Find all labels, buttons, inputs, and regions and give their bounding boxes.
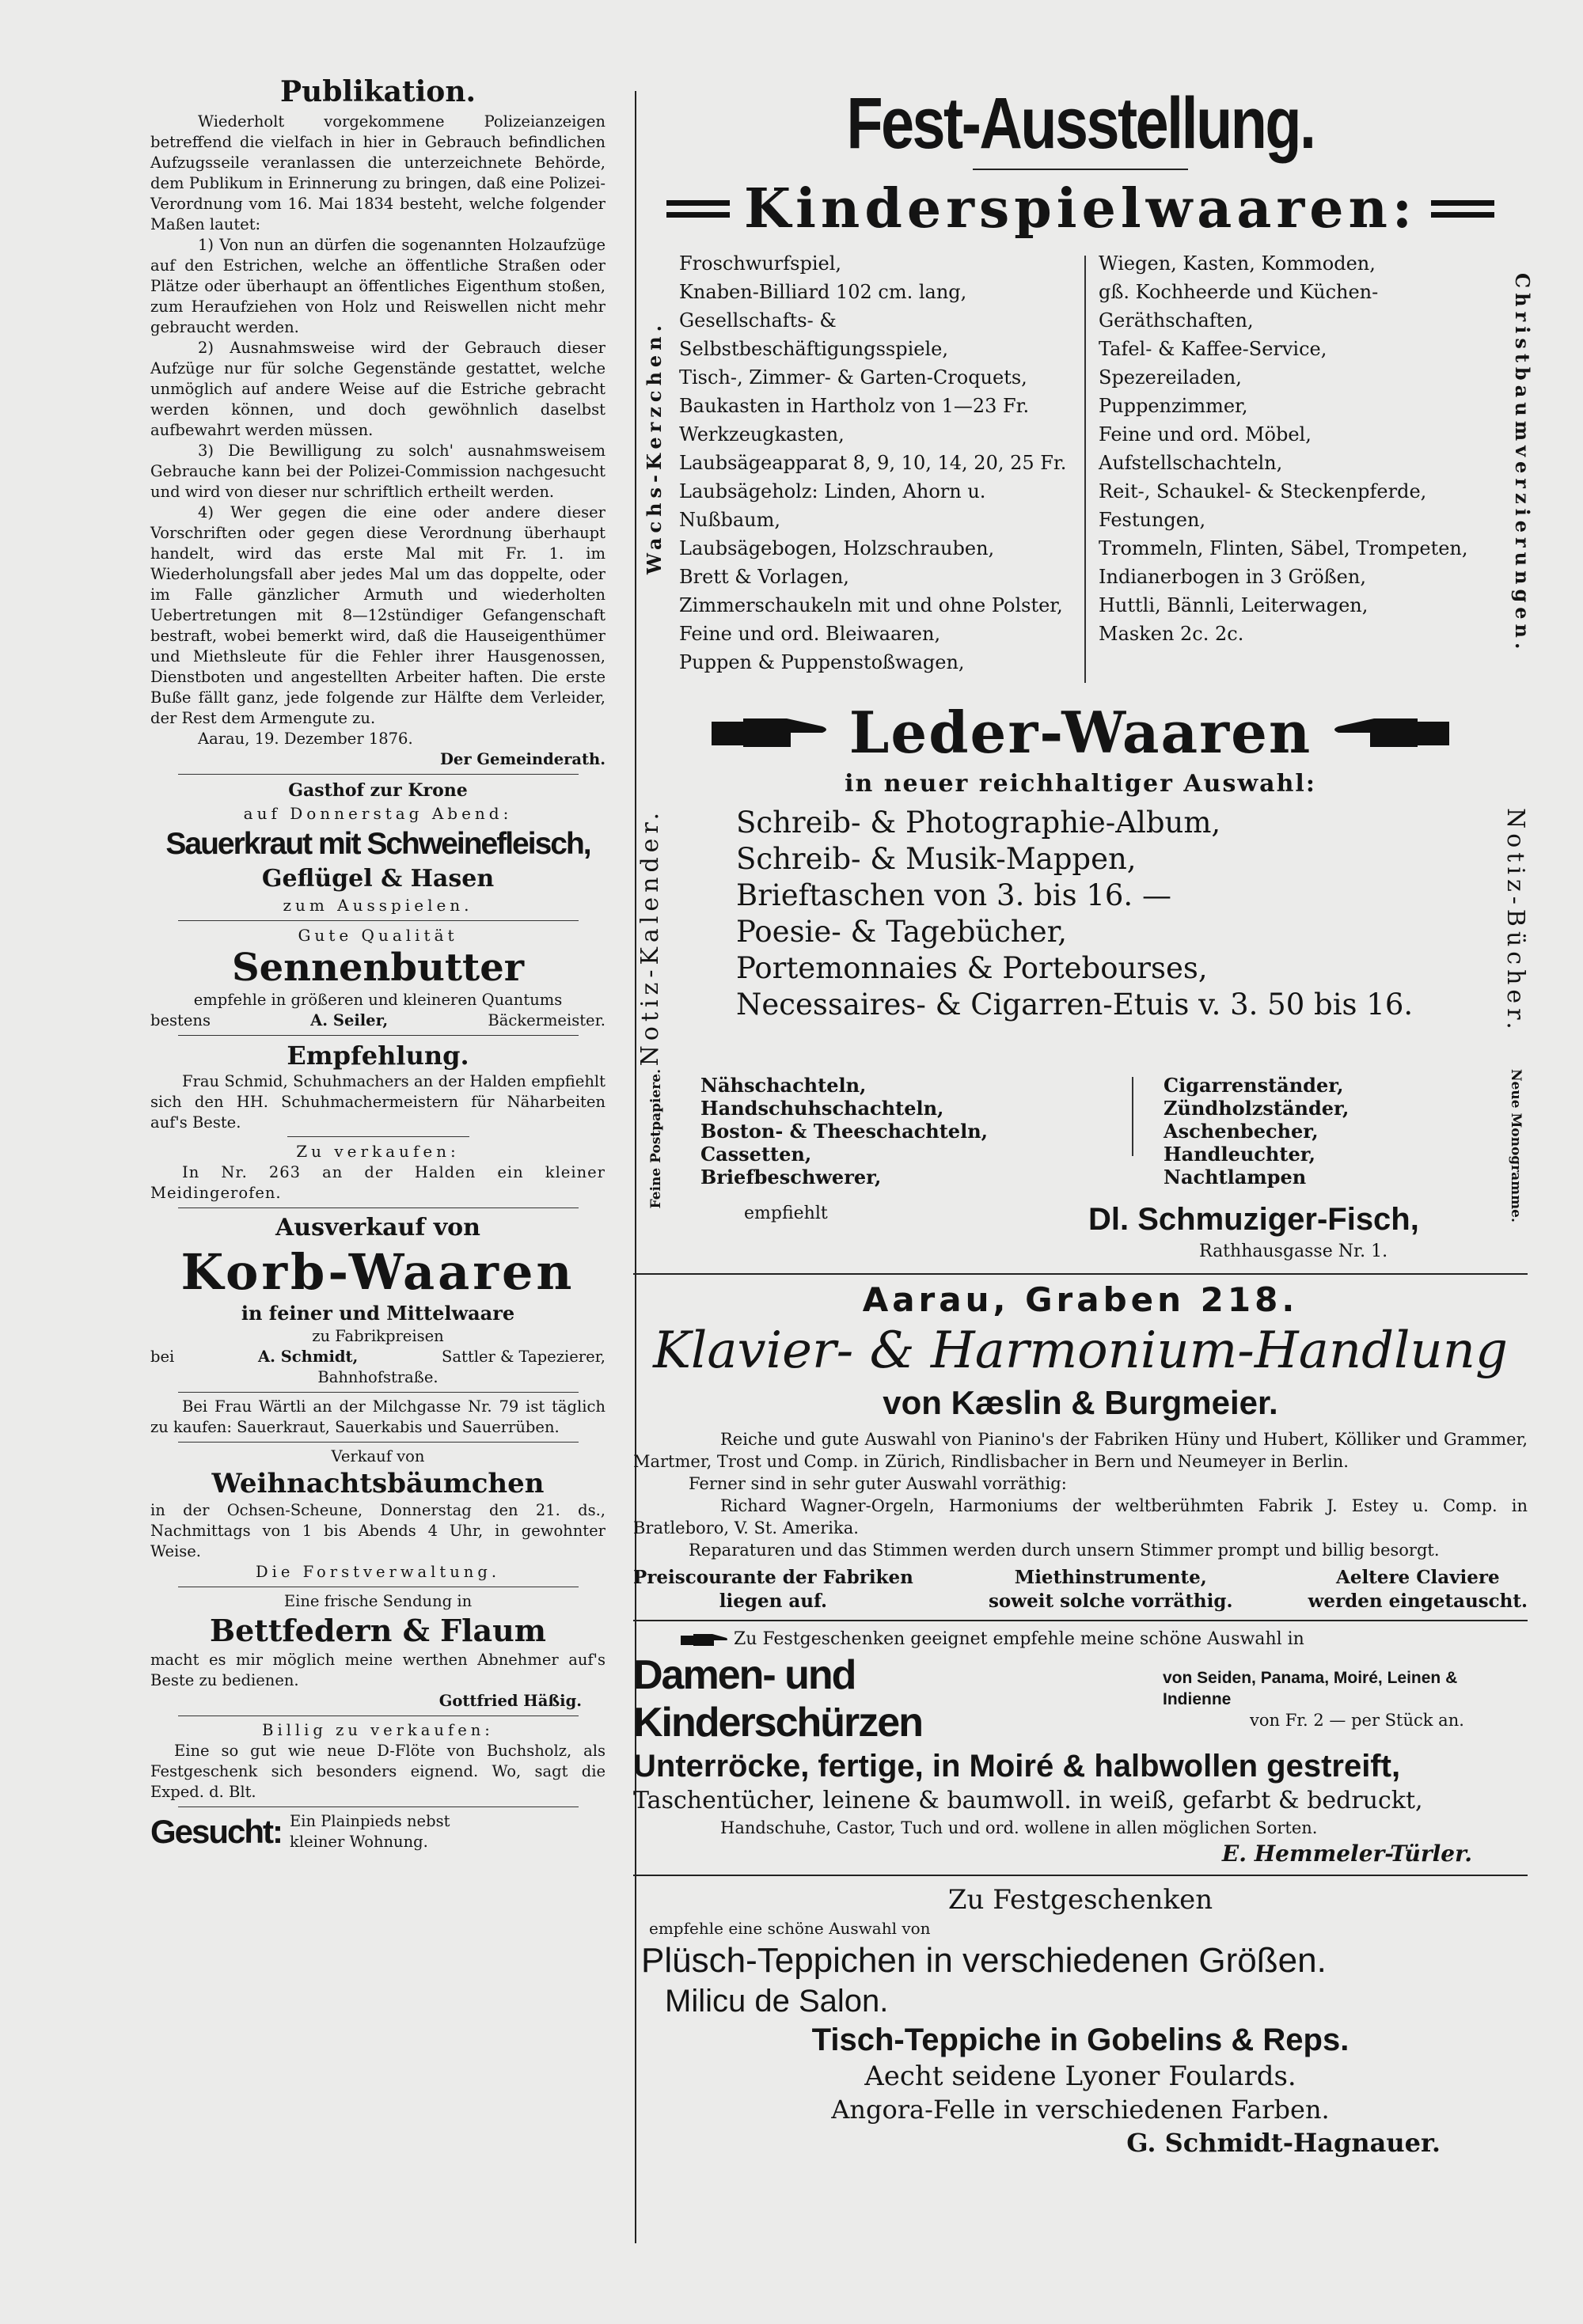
klavier-text1: Reiche und gute Auswahl von Pianino's der Fabriken Hüny und Hubert, Kölliker und Grammer, Martmer, Trost und Comp. in Zürich, Rindlisbacher in Bern und Neumeyer in Berlin. bbox=[633, 1430, 1528, 1471]
korb-line4: zu Fabrikpreisen bbox=[312, 1327, 444, 1345]
krone-line2: auf Donnerstag Abend: bbox=[243, 804, 513, 823]
toy-item: Festungen, bbox=[1099, 509, 1206, 531]
korb-line6: Bahnhofstraße. bbox=[317, 1368, 438, 1386]
klavier-footer-1 bbox=[633, 1566, 913, 1613]
leder-address: Rathhausgasse Nr. 1. bbox=[1199, 1242, 1388, 1261]
klavier-footer-3 bbox=[1308, 1566, 1528, 1613]
divider bbox=[178, 1035, 579, 1036]
korb-bei: bei bbox=[150, 1348, 175, 1366]
gesucht-label: Gesucht: bbox=[150, 1813, 283, 1850]
butter-line4 bbox=[150, 1010, 605, 1031]
leder-box-item: Cigarrenständer, bbox=[1164, 1074, 1344, 1097]
leder-heading-row bbox=[633, 697, 1528, 768]
toy-item: Laubsägeapparat 8, 9, 10, 14, 20, 25 Fr. bbox=[679, 452, 1067, 474]
schmidt-line4: Milicu de Salon. bbox=[665, 1984, 889, 2019]
list-divider bbox=[1084, 256, 1086, 683]
leder-box-list-1 bbox=[700, 1074, 988, 1189]
hemmeler-line3: Unterröcke, fertige, in Moiré & halbwollen gestreift, bbox=[633, 1749, 1401, 1784]
toy-item: Huttli, Bännli, Leiterwagen, bbox=[1099, 594, 1369, 616]
leder-box-item: Nähschachteln, bbox=[700, 1074, 867, 1097]
floete-ad bbox=[150, 1720, 605, 1803]
toy-lists bbox=[633, 249, 1534, 692]
floete-title: Billig zu verkaufen: bbox=[262, 1721, 494, 1739]
gesucht-line2: kleiner Wohnung. bbox=[290, 1833, 428, 1851]
baeumchen-sign: Die Forstverwaltung. bbox=[255, 1563, 501, 1581]
publikation-signature: Der Gemeinderath. bbox=[440, 750, 605, 768]
leder-waaren-ad bbox=[633, 697, 1528, 1267]
fest-title: Fest-Ausstellung. bbox=[846, 83, 1315, 164]
hemmeler-l2b: von Fr. 2 — per Stück an. bbox=[1250, 1710, 1464, 1730]
toy-item: Aufstellschachteln, bbox=[1099, 452, 1283, 474]
klavier-f3a: Aeltere Claviere bbox=[1335, 1567, 1500, 1588]
leder-box-item: Cassetten, bbox=[700, 1143, 812, 1166]
bettfedern-line2: Bettfedern & Flaum bbox=[210, 1613, 546, 1648]
schmidt-line1: Zu Festgeschenken bbox=[947, 1884, 1213, 1916]
leder-box-list-2 bbox=[1164, 1074, 1349, 1189]
divider bbox=[178, 1207, 579, 1208]
korb-line3: in feiner und Mittelwaare bbox=[241, 1302, 515, 1325]
klavier-sub: von Kæslin & Burgmeier. bbox=[883, 1384, 1278, 1421]
toy-item: Laubsägeholz: Linden, Ahorn u. Nußbaum, bbox=[679, 480, 986, 531]
butter-seller: A. Seiler, bbox=[310, 1011, 389, 1029]
divider bbox=[178, 774, 579, 775]
side-monogramme bbox=[1507, 1069, 1524, 1223]
publikation-p3: 3) Die Bewilligung zu solch' ausnahmsweisem Gebrauche kann bei der Polizei-Commission nachgesucht und wird von dieser nur schriftlich ertheilt werden. bbox=[150, 442, 605, 501]
pointing-hand-icon bbox=[681, 1632, 728, 1647]
divider bbox=[178, 1442, 579, 1443]
publikation-title: Publikation. bbox=[279, 75, 476, 108]
toy-item: Spezereiladen, bbox=[1099, 366, 1242, 389]
schmidt-sign: G. Schmidt-Hagnauer. bbox=[1126, 2128, 1441, 2158]
side-postpapiere-a: Feine bbox=[648, 1167, 664, 1209]
toy-item: Feine und ord. Möbel, bbox=[1099, 423, 1312, 445]
divider bbox=[633, 1620, 1528, 1621]
title-underline bbox=[973, 169, 1187, 170]
butter-bestens: bestens bbox=[150, 1011, 211, 1029]
leder-item: Portemonnaies & Portebourses, bbox=[736, 951, 1208, 985]
left-column bbox=[150, 75, 605, 1852]
gesucht-detail bbox=[290, 1811, 450, 1852]
butter-line3: empfehle in größeren und kleineren Quantums bbox=[193, 991, 563, 1009]
leder-firm: Dl. Schmuziger-Fisch, bbox=[1088, 1202, 1419, 1237]
toy-item: gß. Kochheerde und Küchen-Geräthschaften, bbox=[1099, 281, 1379, 332]
klavier-text4: Reparaturen und das Stimmen werden durch unsern Stimmer prompt und billig besorgt. bbox=[689, 1541, 1440, 1560]
toy-item: Baukasten in Hartholz von 1—23 Fr. bbox=[679, 395, 1030, 417]
klavier-f2a: Miethinstrumente, bbox=[1014, 1567, 1207, 1588]
klavier-ad bbox=[633, 1281, 1528, 1613]
leder-box-item: Zündholzständer, bbox=[1164, 1097, 1350, 1120]
toy-item: Laubsägebogen, Holzschrauben, bbox=[679, 537, 995, 559]
hemmeler-row bbox=[633, 1651, 1528, 1746]
leder-box-item: Briefbeschwerer, bbox=[700, 1166, 882, 1189]
side-monogramme-b: Monogramme. bbox=[1508, 1113, 1524, 1223]
publikation-p4: 4) Wer gegen die eine oder andere dieser Vorschriften oder gegen diese Verordnung überhaupt handelt, wird das erste Mal mit Fr. 1. im Wiederholungsfall aber jedes Mal um das doppelte, oder im Falle gänzlicher Armuth und wiederholten Uebertretungen mit 8—12stündiger Gefangenschaft bestraft, wobei bemerkt wird, daß die Hauseigenthümer und Miethsleute für die Fehler ihrer Hausgenossen, Dienstboten und angestellten Arbeiter haften. Die erste Buße fällt ganz, jede folgende zur Hälfte dem Verleider, der Rest dem Armengute zu. bbox=[150, 503, 605, 727]
leder-box-item: Boston- & Theeschachteln, bbox=[700, 1120, 988, 1143]
baeumchen-text: in der Ochsen-Scheune, Donnerstag den 21. ds., Nachmittags von 1 bis Abends 4 Uhr, in gewohnter Weise. bbox=[150, 1501, 605, 1560]
side-christbaum: Christbaumverzierungen. bbox=[1511, 273, 1534, 654]
publikation-p1: 1) Von nun an dürfen die sogenannten Holzaufzüge auf den Estrichen, welche an öffentliche Straßen oder Plätze oder überhaupt an öffentliches Eigenthum stoßen, zum Heraufziehen von Holz und Reiswellen nicht mehr gebraucht werden. bbox=[150, 236, 605, 336]
leder-box-item: Aschenbecher, bbox=[1164, 1120, 1319, 1143]
hemmeler-sign: E. Hemmeler-Türler. bbox=[1221, 1841, 1472, 1867]
klavier-text2: Ferner sind in sehr guter Auswahl vorräthig: bbox=[689, 1474, 1067, 1493]
fest-ausstellung-ad bbox=[633, 80, 1534, 692]
korb-seller: A. Schmidt, bbox=[258, 1348, 359, 1366]
hemmeler-big: Damen- und Kinderschürzen bbox=[633, 1652, 922, 1746]
leder-item: Necessaires- & Cigarren-Etuis v. 3. 50 bis 16. bbox=[736, 988, 1414, 1022]
bettfedern-sign: Gottfried Häßig. bbox=[438, 1692, 582, 1710]
baeumchen-line1: Verkauf von bbox=[331, 1447, 425, 1465]
gesucht-ad bbox=[150, 1811, 605, 1852]
waertli-ad bbox=[150, 1397, 605, 1438]
empfehlung-text: Frau Schmid, Schuhmachers an der Halden empfiehlt sich den HH. Schuhmachermeistern für Näharbeiten auf's Beste. bbox=[150, 1072, 605, 1132]
butter-trade: Bäckermeister. bbox=[488, 1011, 605, 1029]
schmidt-line7: Angora-Felle in verschiedenen Farben. bbox=[831, 2095, 1330, 2125]
toy-item: Tisch-, Zimmer- & Garten-Croquets, bbox=[679, 366, 1027, 389]
butter-line2: Sennenbutter bbox=[231, 946, 525, 990]
side-monogramme-a: Neue bbox=[1508, 1069, 1524, 1109]
side-notiz-kalender: Notiz-Kalender. bbox=[636, 808, 664, 1067]
side-notiz-buecher: Notiz-Bücher. bbox=[1501, 808, 1529, 1034]
side-postpapiere-b: Postpapiere. bbox=[648, 1069, 664, 1163]
hemmeler-line1 bbox=[633, 1628, 1528, 1651]
leder-item: Poesie- & Tagebücher, bbox=[736, 915, 1068, 949]
schmidt-line3: Plüsch-Teppichen in verschiedenen Größen. bbox=[641, 1941, 1327, 1980]
leder-box-item: Handleuchter, bbox=[1164, 1143, 1315, 1166]
klavier-f2b: soweit solche vorräthig. bbox=[988, 1590, 1233, 1612]
toy-item: Indianerbogen in 3 Größen, bbox=[1099, 566, 1366, 588]
schmidt-line6: Aecht seidene Lyoner Foulards. bbox=[864, 2061, 1296, 2092]
schmidt-line5: Tisch-Teppiche in Gobelins & Reps. bbox=[811, 2023, 1350, 2057]
waertli-text: Bei Frau Wärtli an der Milchgasse Nr. 79 ist täglich zu kaufen: Sauerkraut, Sauerkabis und Sauerrüben. bbox=[150, 1397, 605, 1436]
toy-item: Puppen & Puppenstoßwagen, bbox=[679, 651, 965, 673]
divider bbox=[178, 1392, 579, 1393]
empfehlung-ad bbox=[150, 1040, 605, 1133]
korb-line5 bbox=[150, 1347, 605, 1367]
gesucht-line1: Ein Plainpieds nebst bbox=[290, 1812, 450, 1830]
bettfedern-text: macht es mir möglich meine werthen Abnehmer auf's Beste zu bedienen. bbox=[150, 1651, 605, 1689]
leder-items bbox=[736, 805, 1528, 1023]
leder-item: Brieftaschen von 3. bis 16. — bbox=[736, 878, 1171, 912]
right-column bbox=[633, 75, 1534, 2159]
kinder-title: Kinderspielwaaren: bbox=[743, 177, 1418, 241]
toy-item: Wiegen, Kasten, Kommoden, bbox=[1099, 252, 1376, 275]
korb-trade: Sattler & Tapezierer, bbox=[442, 1348, 605, 1366]
pointing-hand-right-icon bbox=[712, 711, 830, 755]
toy-item: Masken 2c. 2c. bbox=[1099, 623, 1244, 645]
toy-item: Trommeln, Flinten, Säbel, Trompeten, bbox=[1099, 537, 1468, 559]
leder-item: Schreib- & Musik-Mappen, bbox=[736, 842, 1137, 876]
toy-item: Feine und ord. Bleiwaaren, bbox=[679, 623, 941, 645]
kinder-heading-row bbox=[633, 175, 1528, 243]
leder-empfiehlt: empfiehlt bbox=[744, 1204, 828, 1223]
baeumchen-ad bbox=[150, 1446, 605, 1583]
toy-item: Knaben-Billiard 102 cm. lang, bbox=[679, 281, 967, 303]
divider bbox=[287, 1136, 469, 1137]
leder-subtitle: in neuer reichhaltiger Auswahl: bbox=[845, 770, 1316, 798]
hemmeler-line5: Handschuhe, Castor, Tuch und ord. wollene in allen möglichen Sorten. bbox=[720, 1818, 1318, 1837]
toy-item: Brett & Vorlagen, bbox=[679, 566, 849, 588]
double-rule-right bbox=[1431, 200, 1494, 218]
hemmeler-line4: Taschentücher, leinene & baumwoll. in weiß, gefarbt & bedruckt, bbox=[633, 1787, 1423, 1814]
side-wachskerzchen: Wachs-Kerzchen. bbox=[643, 320, 666, 574]
toy-list-2 bbox=[1099, 249, 1486, 648]
toy-item: Gesellschafts- & Selbstbeschäftigungsspiele, bbox=[679, 309, 948, 360]
baeumchen-line2: Weihnachtsbäumchen bbox=[211, 1468, 545, 1499]
schmidt-ad bbox=[633, 1882, 1528, 2159]
toy-item: Froschwurfspiel, bbox=[679, 252, 842, 275]
schmidt-line2: empfehle eine schöne Auswahl von bbox=[649, 1919, 931, 1938]
krone-line1: Gasthof zur Krone bbox=[288, 780, 468, 801]
toy-item: Werkzeugkasten, bbox=[679, 423, 845, 445]
verkauf-ad bbox=[150, 1140, 605, 1204]
krone-ad bbox=[150, 779, 605, 916]
hemmeler-ad bbox=[633, 1628, 1528, 1868]
leder-box-item: Handschuhschachteln, bbox=[700, 1097, 944, 1120]
krone-line3: Sauerkraut mit Schweinefleisch, bbox=[165, 827, 590, 861]
divider bbox=[178, 920, 579, 921]
empfehlung-title: Empfehlung. bbox=[287, 1041, 469, 1071]
klavier-text3: Richard Wagner-Orgeln, Harmoniums der weltberühmten Fabrik J. Estey u. Comp. in Bratleboro, V. St. Amerika. bbox=[633, 1496, 1528, 1537]
leder-box-item: Nachtlampen bbox=[1164, 1166, 1307, 1189]
publikation-p2: 2) Ausnahmsweise wird der Gebrauch dieser Aufzüge nur für solche Gegenstände gestattet, welche unmöglich auf andere Weise auf die Estriche gebracht werden können, und doch gewöhnlich daselbst aufbewahrt werden müssen. bbox=[150, 339, 605, 439]
toy-item: Tafel- & Kaffee-Service, bbox=[1099, 338, 1327, 360]
divider bbox=[633, 1273, 1528, 1275]
klavier-footer bbox=[633, 1566, 1528, 1613]
floete-text: Eine so gut wie neue D-Flöte von Buchsholz, als Festgeschenk sich besonders eignend. Wo, sagt die Exped. d. Blt. bbox=[150, 1742, 605, 1801]
leder-title: Leder-Waaren bbox=[848, 699, 1312, 766]
hemmeler-l2a: von Seiden, Panama, Moiré, Leinen & Indienne bbox=[1163, 1668, 1458, 1708]
klavier-f1b: liegen auf. bbox=[719, 1590, 828, 1612]
hemmeler-line1-text: Zu Festgeschenken geeignet empfehle meine schöne Auswahl in bbox=[734, 1629, 1304, 1649]
klavier-footer-2 bbox=[989, 1566, 1233, 1613]
toy-list-1 bbox=[679, 249, 1075, 677]
korb-line2: Korb-Waaren bbox=[180, 1243, 575, 1301]
pointing-hand-left-icon bbox=[1331, 711, 1449, 755]
klavier-address: Aarau, Graben 218. bbox=[862, 1280, 1299, 1319]
butter-ad bbox=[150, 925, 605, 1031]
double-rule-left bbox=[666, 200, 730, 218]
publikation-date: Aarau, 19. Dezember 1876. bbox=[198, 730, 413, 748]
verkauf-title: Zu verkaufen: bbox=[296, 1142, 460, 1161]
klavier-title: Klavier- & Harmonium-Handlung bbox=[653, 1321, 1508, 1380]
bettfedern-line1: Eine frische Sendung in bbox=[283, 1592, 473, 1610]
hemmeler-detail bbox=[1163, 1667, 1528, 1731]
klavier-f1a: Preiscourante der Fabriken bbox=[633, 1567, 913, 1588]
korb-line1: Ausverkauf von bbox=[275, 1214, 480, 1242]
korb-ad bbox=[150, 1212, 605, 1388]
toy-item: Zimmerschaukeln mit und ohne Polster, bbox=[679, 594, 1063, 616]
verkauf-text: In Nr. 263 an der Halden ein kleiner Meidingerofen. bbox=[150, 1163, 605, 1202]
butter-line1: Gute Qualität bbox=[298, 926, 458, 945]
klavier-f3b: werden eingetauscht. bbox=[1308, 1590, 1528, 1612]
bettfedern-ad bbox=[150, 1591, 605, 1712]
publikation-notice bbox=[150, 75, 605, 770]
toy-item: Reit-, Schaukel- & Steckenpferde, bbox=[1099, 480, 1427, 502]
side-postpapiere bbox=[647, 1069, 665, 1208]
toy-item: Puppenzimmer, bbox=[1099, 395, 1248, 417]
leder-item: Schreib- & Photographie-Album, bbox=[736, 806, 1221, 840]
divider bbox=[633, 1875, 1528, 1876]
publikation-intro: Wiederholt vorgekommene Polizeianzeigen betreffend die vielfach in hier in Gebrauch befindlichen Aufzugsseile veranlassen die unterzeichnete Behörde, dem Publikum in Erinnerung zu bringen, daß eine Polizei-Verordnung vom 16. Mai 1834 besteht, welche folgender Maßen lautet: bbox=[150, 112, 605, 233]
krone-line5: zum Ausspielen. bbox=[283, 896, 473, 915]
krone-line4: Geflügel & Hasen bbox=[261, 865, 495, 893]
box-divider bbox=[1132, 1077, 1133, 1156]
